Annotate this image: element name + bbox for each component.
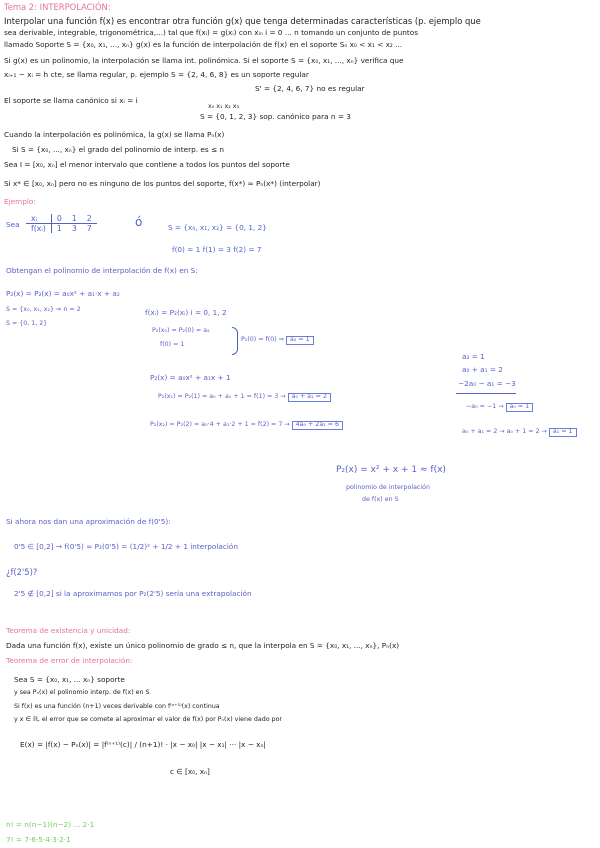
brace-mark xyxy=(232,327,238,355)
system-line-1: a₂ = 1 xyxy=(462,352,485,361)
error-line-4: y x ∈ ℝ, el error que se comete al aproximar el valor de f(x) por Pₙ(x) viene dado por xyxy=(14,716,283,723)
poly-eq-2 xyxy=(150,421,343,430)
canonical-indices: x₀ x₁ x₂ x₃ xyxy=(208,103,240,110)
section-title: Tema 2: INTERPOLACIÓN: xyxy=(4,2,111,12)
error-formula: E(x) = |f(x) − Pₙ(x)| = |f⁽ⁿ⁺¹⁾(c)| / (n+1)! · |x − x₀| |x − x₁| ··· |x − xₙ| xyxy=(20,740,266,749)
poly-eq-1 xyxy=(158,393,331,402)
theorem-error-title: Teorema de error de interpolación: xyxy=(6,656,133,665)
error-line-2: y sea Pₙ(x) el polinomio interp. de f(x) en S xyxy=(14,689,150,696)
factorial-example: 7! = 7·6·5·4·3·2·1 xyxy=(6,835,71,844)
example-or: ó xyxy=(135,215,143,229)
intro-line-1: Interpolar una función f(x) es encontrar otra función g(x) que tenga determinadas características (p. ejemplo que xyxy=(4,16,481,26)
intro-line-2: sea derivable, integrable, trigonométrica,...) tal que f(xᵢ) = g(xᵢ) con xᵢₙ i = 0 ... n tomando un conjunto de puntos xyxy=(4,28,419,37)
table-cell: 1 xyxy=(67,214,82,224)
poly-substituted: P₂(x) = a₀x² + a₁x + 1 xyxy=(150,373,231,382)
intro-line-10: Si S = {x₀, ..., xₙ} el grado del polinomio de interp. es ≤ n xyxy=(12,145,225,154)
intro-line-8: S = {0, 1, 2, 3} sop. canónico para n = 3 xyxy=(200,112,351,121)
approx-line-2: 0'5 ∈ [0,2] → f(0'5) ≈ P₂(0'5) = (1/2)² + 1/2 + 1 interpolación xyxy=(14,542,239,551)
poly-general: P₂(x) = P₂(x) = a₀x² + a₁·x + a₂ xyxy=(6,289,120,298)
approx-line-3: ¿f(2'5)? xyxy=(6,567,38,577)
table-cell: 7 xyxy=(86,224,92,233)
result-box-a0: a₀ = 1 xyxy=(506,403,534,412)
poly-title: Obtengan el polinomio de interpolación de f(x) en S: xyxy=(6,266,198,275)
poly-f0: f(0) = 1 xyxy=(160,341,185,348)
poly-p2-0-eq xyxy=(241,336,314,345)
final-note-2: de f(x) en S xyxy=(362,496,399,503)
result-box-eq1: a₀ + a₁ = 2 xyxy=(288,393,331,402)
poly-p2-x0: P₂(x₀) = P₂(0) = a₂ xyxy=(152,327,210,334)
system-line-5-label: a₀ + a₁ = 2 → a₀ + 1 = 2 → xyxy=(462,428,547,435)
error-c-interval: c ∈ [x₀, xₙ] xyxy=(170,767,210,776)
result-box-a2: a₂ = 1 xyxy=(286,336,314,345)
system-line-4-label: −a₀ = −1 → xyxy=(466,403,504,410)
factorial-definition: n! = n(n−1)(n−2) ... 2·1 xyxy=(6,820,95,829)
intro-line-5: xᵢ₊₁ − xᵢ = h cte, se llama regular, p. ejemplo S = {2, 4, 6, 8} es un soporte regular xyxy=(4,70,309,79)
intro-line-6: S' = {2, 4, 6, 7} no es regular xyxy=(255,84,365,93)
divider xyxy=(456,393,516,394)
result-box-a1: a₁ = 1 xyxy=(549,428,577,437)
error-line-3: Si f(x) es una función (n+1) veces derivable con f⁽ⁿ⁺¹⁾(x) continua xyxy=(14,703,220,710)
result-box-eq2: 4a₀ + 2a₁ = 6 xyxy=(292,421,343,430)
system-line-3: −2a₀ − a₁ = −3 xyxy=(458,379,516,388)
example-sea: Sea xyxy=(6,220,20,229)
table-cell: 2 xyxy=(82,214,97,224)
table-header-xi: xᵢ xyxy=(26,214,51,224)
final-polynomial: P₂(x) = x² + x + 1 ≈ f(x) xyxy=(336,465,446,475)
approx-line-1: Si ahora nos dan una aproximación de f(0'5): xyxy=(6,517,171,526)
example-set: S = {x₀, x₁, x₂} = {0, 1, 2} xyxy=(168,223,267,232)
theorem-existence-text: Dada una función f(x), existe un único polinomio de grado ≤ n, que la interpola en S = {x₀, x₁, ..., xₙ}, Pₙ(x) xyxy=(6,641,400,650)
poly-p2-0-label: P₂(0) = f(0) ⇒ xyxy=(241,336,284,343)
poly-support-2: S = {0, 1, 2} xyxy=(6,320,48,327)
poly-condition: f(xᵢ) = P₂(xᵢ) i = 0, 1, 2 xyxy=(145,308,227,317)
intro-line-4: Si g(x) es un polinomio, la interpolación se llama int. polinómica. Si el soporte S = {x₀, x₁, ..., xₙ} verifica que xyxy=(4,56,404,65)
example-title: Ejemplo: xyxy=(4,197,36,206)
system-line-5 xyxy=(462,428,577,437)
table-cell: 1 xyxy=(56,224,62,233)
system-line-2: a₀ + a₁ = 2 xyxy=(462,365,503,374)
poly-support-1: S = {x₀, x₁, x₂} ⇒ n = 2 xyxy=(6,306,81,313)
example-values: f(0) = 1 f(1) = 3 f(2) = 7 xyxy=(172,245,262,254)
table-cell: 3 xyxy=(71,224,77,233)
poly-eq-2-label: P₂(x₂) = P₂(2) = a₀·4 + a₁·2 + 1 = f(2) = 7 → xyxy=(150,421,290,428)
table-cell: 0 xyxy=(51,214,66,224)
theorem-existence-title: Teorema de existencia y unicidad: xyxy=(6,626,131,635)
final-note-1: polinomio de interpolación xyxy=(346,484,430,491)
example-table xyxy=(26,214,97,233)
intro-line-12: Si x* ∈ [x₀, xₙ] pero no es ninguno de los puntos del soporte, f(x*) ≈ Pₙ(x*) (interpolar) xyxy=(4,179,321,188)
error-line-1: Sea S = {x₀, x₁, ... xₙ} soporte xyxy=(14,675,125,684)
poly-eq-1-label: P₂(x₁) = P₂(1) = a₀ + a₁ + 1 = f(1) = 3 → xyxy=(158,393,286,400)
system-line-4 xyxy=(466,403,533,412)
intro-line-3: llamado Soporte S = {x₀, x₁, ..., xₙ} g(x) es la función de interpolación de f(x) en el soporte Sₙ x₀ < x₁ < x₂ ... xyxy=(4,40,403,49)
intro-line-11: Sea I = [x₀, xₙ] el menor intervalo que contiene a todos los puntos del soporte xyxy=(4,160,290,169)
table-header-fxi: f(xᵢ) xyxy=(26,224,51,234)
intro-line-7: El soporte se llama canónico si xᵢ = i xyxy=(4,96,138,105)
approx-line-4: 2'5 ∉ [0,2] si la aproximamos por P₂(2'5) sería una extrapolación xyxy=(14,589,252,598)
intro-line-9: Cuando la interpolación es polinómica, la g(x) se llama Pₙ(x) xyxy=(4,130,225,139)
